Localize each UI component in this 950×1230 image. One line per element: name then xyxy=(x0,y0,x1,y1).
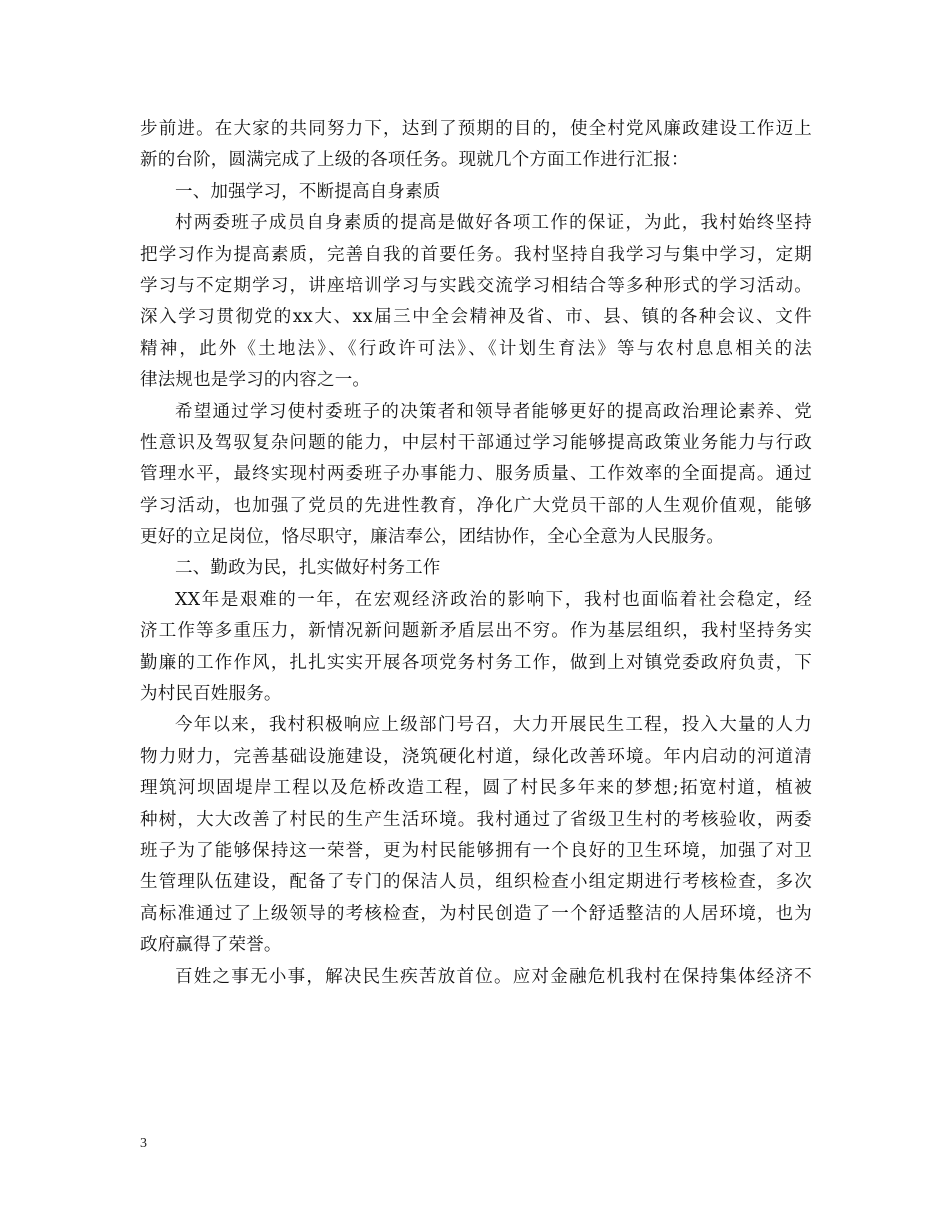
text-line: 今年以来，我村积极响应上级部门号召，大力开展民生工程，投入大量的人力 xyxy=(175,715,812,736)
text-line: 村两委班子成员自身素质的提高是做好各项工作的保证，为此，我村始终坚持 xyxy=(175,213,812,234)
text-line: 种树，大大改善了村民的生产生活环境。我村通过了省级卫生村的考核验收，两委 xyxy=(140,809,812,830)
text-line: 济工作等多重压力，新情况新问题新矛盾层出不穷。作为基层组织，我村坚持务实 xyxy=(140,621,812,642)
text-line: 百姓之事无小事，解决民生疾苦放首位。应对金融危机我村在保持集体经济不 xyxy=(175,966,812,987)
page-number: 3 xyxy=(140,1136,147,1151)
text-line: 更好的立足岗位，恪尽职守，廉洁奉公，团结协作，全心全意为人民服务。 xyxy=(140,527,725,548)
text-line: 管理水平，最终实现村两委班子办事能力、服务质量、工作效率的全面提高。通过 xyxy=(140,464,812,485)
text-line: 高标准通过了上级领导的考核检查，为村民创造了一个舒适整洁的人居环境，也为 xyxy=(140,903,812,924)
text-line: 班子为了能够保持这一荣誉，更为村民能够拥有一个良好的卫生环境，加强了对卫 xyxy=(140,840,812,861)
text-line: 学习活动，也加强了党员的先进性教育，净化广大党员干部的人生观价值观，能够 xyxy=(140,495,812,516)
text-line: 精神，此外《土地法》、《行政许可法》、《计划生育法》等与农村息息相关的法 xyxy=(140,338,812,359)
text-line: 为村民百姓服务。 xyxy=(140,684,282,705)
text-line: 新的台阶，圆满完成了上级的各项任务。现就几个方面工作进行汇报： xyxy=(140,150,689,171)
text-line: 物力财力，完善基础设施建设，浇筑硬化村道，绿化改善环境。年内启动的河道清 xyxy=(140,746,812,767)
text-line: 勤廉的工作作风，扎扎实实开展各项党务村务工作，做到上对镇党委政府负责，下 xyxy=(140,652,812,673)
text-line: 学习与不定期学习，讲座培训学习与实践交流学习相结合等多种形式的学习活动。 xyxy=(140,275,812,296)
text-line: 把学习作为提高素质，完善自我的首要任务。我村坚持自我学习与集中学习，定期 xyxy=(140,244,812,265)
text-line: 希望通过学习使村委班子的决策者和领导者能够更好的提高政治理论素养、党 xyxy=(175,401,812,422)
text-line: 生管理队伍建设，配备了专门的保洁人员，组织检查小组定期进行考核检查，多次 xyxy=(140,872,812,893)
text-line: 理筑河坝固堤岸工程以及危桥改造工程，圆了村民多年来的梦想;拓宽村道，植被 xyxy=(140,778,812,799)
text-line: 律法规也是学习的内容之一。 xyxy=(140,370,371,391)
section-heading-2: 二、勤政为民，扎实做好村务工作 xyxy=(175,558,441,579)
section-heading-1: 一、加强学习，不断提高自身素质 xyxy=(175,181,441,202)
text-line: XX年是艰难的一年，在宏观经济政治的影响下，我村也面临着社会稳定，经 xyxy=(175,589,812,610)
text-line: 步前进。在大家的共同努力下，达到了预期的目的，使全村党风廉政建设工作迈上 xyxy=(140,119,812,139)
text-line: 政府赢得了荣誉。 xyxy=(140,935,282,956)
document-body xyxy=(140,114,812,993)
text-line: 性意识及驾驭复杂问题的能力，中层村干部通过学习能够提高政策业务能力与行政 xyxy=(140,432,812,453)
text-line: 深入学习贯彻党的xx大、xx届三中全会精神及省、市、县、镇的各种会议、文件 xyxy=(140,307,812,328)
